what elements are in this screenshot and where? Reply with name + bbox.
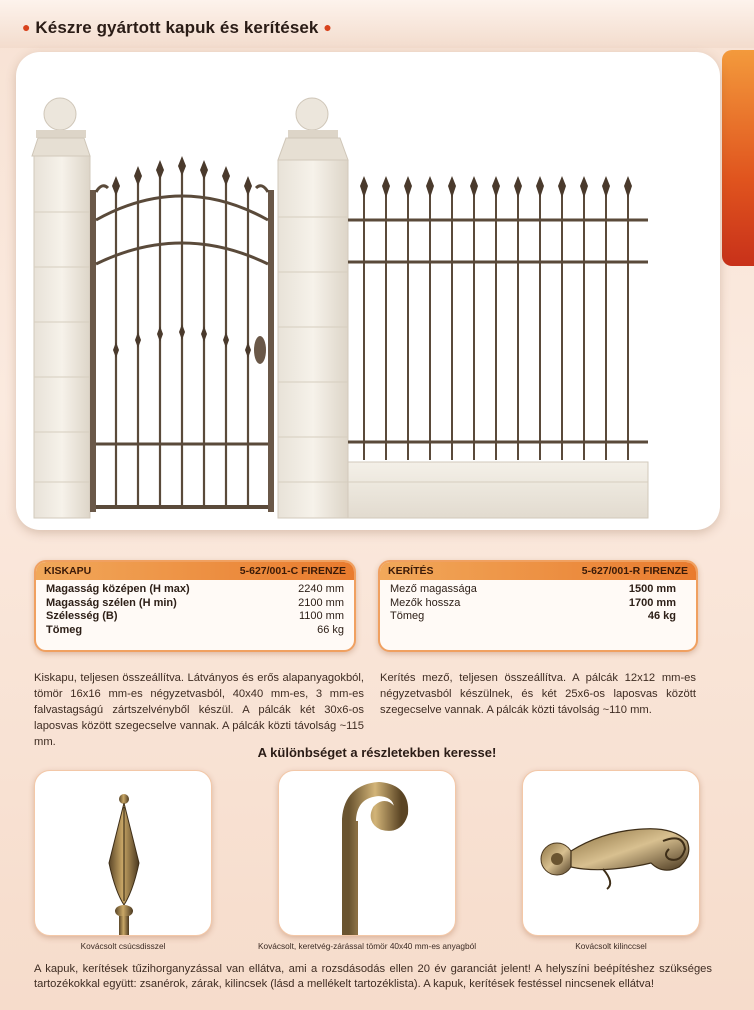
detail-caption: Kovácsolt, keretvég-zárással tömör 40x40 mm-es anyagból <box>257 941 477 951</box>
gate-spec-header <box>36 562 354 580</box>
spec-row <box>46 597 344 611</box>
spec-row <box>390 597 686 611</box>
spear-finial-icon <box>35 771 212 936</box>
fence-spec-box <box>378 560 698 652</box>
bullet-icon: ● <box>22 19 31 35</box>
middle-pillar <box>278 98 348 518</box>
gate-spec-name: KISKAPU <box>44 565 92 577</box>
gate-spec-box <box>34 560 356 652</box>
detail-card-handle <box>522 770 700 936</box>
detail-caption: Kovácsolt csúcsdisszel <box>80 941 166 951</box>
low-wall <box>348 462 648 518</box>
left-pillar <box>32 98 90 518</box>
bullet-icon: ● <box>323 19 332 35</box>
spec-value: 2100 mm <box>298 596 344 609</box>
detail-card-finial <box>34 770 212 936</box>
side-tab <box>722 50 754 266</box>
spec-value: 1700 mm <box>628 596 676 609</box>
fence-description: Kerítés mező, teljesen összeállítva. A pálcák 12x12 mm-es négyzetvasból készülnek, és két 25x6-os laposvas között szegecselve vannak. A pálcák közti távolság ~110 mm. <box>380 672 696 716</box>
fence-spec-name: KERÍTÉS <box>388 565 434 577</box>
page-title <box>22 18 332 38</box>
details-heading: A különbséget a részletekben keresse! <box>257 745 497 760</box>
fence <box>348 176 648 460</box>
detail-caption: Kovácsolt kilinccsel <box>575 941 647 951</box>
spec-label: Tömeg <box>390 610 425 622</box>
spec-label: Mezők hossza <box>390 596 461 609</box>
spec-value: 2240 mm <box>298 583 344 595</box>
spec-value: 1100 mm <box>298 610 344 622</box>
product-photo <box>16 52 720 530</box>
detail-card-post-end <box>278 770 456 936</box>
spec-row <box>46 610 344 624</box>
scroll-post-end-icon <box>279 771 456 936</box>
spec-row <box>46 583 344 597</box>
spec-value: 46 kg <box>647 610 676 622</box>
spec-label: Magasság középen (H max) <box>46 583 190 595</box>
footer-note: A kapuk, kerítések tűzihorganyzással van ellátva, ami a rozsdásodás ellen 20 év garanciát jelent! A helyszíni beépítéshez szükséges tartozékokkal együtt: zsanérok, zárak, kilincsek (lásd a mellékelt tartozéklista). A kapuk, kerítések festéssel nincsenek ellátva! <box>34 963 712 990</box>
spec-row <box>46 624 344 638</box>
fence-spec-code: 5-627/001-R FIRENZE <box>581 565 688 577</box>
spec-label: Mező magassága <box>390 583 477 595</box>
gate-spec-code: 5-627/001-C FIRENZE <box>239 565 346 577</box>
forged-handle-icon <box>523 771 700 936</box>
fence-spec-header <box>380 562 696 580</box>
spec-row <box>390 583 686 597</box>
spec-value: 66 kg <box>317 623 344 636</box>
spec-row <box>390 610 686 624</box>
gate-description: Kiskapu, teljesen összeállítva. Látványos és erős alapanyagokból, tömör 16x16 mm-es négyzetvasból, 40x40 mm-es, 3 mm-es falvastagságú zártszelvényből készül. A pálcák két 30x6-os laposvas között szegecselve vannak. A pálcák közti távolság ~115 mm. <box>34 672 364 748</box>
spec-label: Tömeg <box>46 623 83 636</box>
gate-fence-illustration <box>16 52 720 530</box>
spec-label: Szélesség (B) <box>46 610 118 622</box>
spec-label: Magasság szélen (H min) <box>46 596 177 609</box>
page-title-text: Készre gyártott kapuk és kerítések <box>35 18 319 37</box>
spec-value: 1500 mm <box>628 583 676 595</box>
gate <box>90 156 274 512</box>
